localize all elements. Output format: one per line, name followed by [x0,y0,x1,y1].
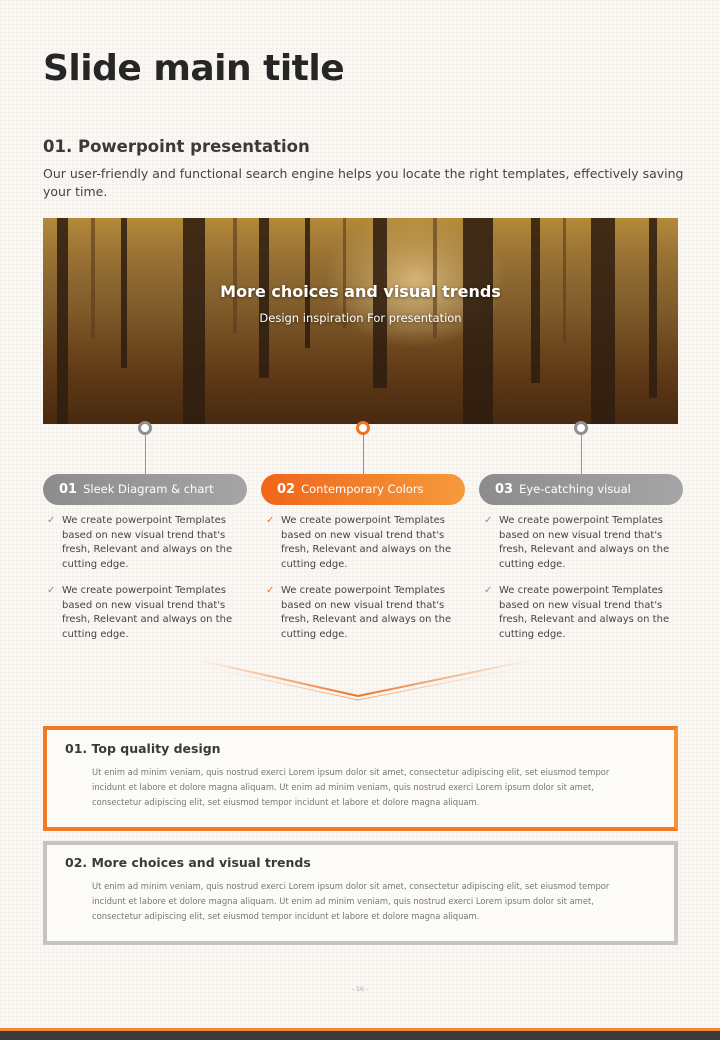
feature-label: Sleek Diagram & chart [83,482,214,496]
checkmark-icon: ✓ [47,585,56,596]
feature-number: 02 [277,482,296,497]
feature-column-3 [481,514,673,654]
box-text: Ut enim ad minim veniam, quis nostrud exerci Lorem ipsum dolor sit amet, consectetur adipiscing elit, set eiusmod tempor incidunt et labore et dolore magna aliquam. Ut enim ad minim veniam, quis nostrud exerci Lorem ipsum dolor sit amet, consectetur adipiscing elit, set eiusmod tempor incidunt et labore et dolore magna aliquam. [92,881,610,921]
hero-banner [43,218,678,424]
feature-pill-2 [261,474,465,505]
list-item: ✓ We create powerpoint Templates based on new visual trend that's fresh, Relevant and always on the cutting edge. [484,515,670,570]
feature-number: 03 [495,482,514,497]
intro-heading: 01. Powerpoint presentation [43,137,310,156]
page-number: - 16 - [352,986,368,993]
list-item: ✓ We create powerpoint Templates based on new visual trend that's fresh, Relevant and always on the cutting edge. [47,515,233,570]
checkmark-icon: ✓ [266,585,275,596]
connector-line-1 [145,432,146,474]
box-title: 01. Top quality design [65,741,221,756]
hero-title: More choices and visual trends [220,282,501,301]
list-item: ✓ We create powerpoint Templates based on new visual trend that's fresh, Relevant and always on the cutting edge. [484,585,670,640]
checkmark-icon: ✓ [47,515,56,526]
box-text: Ut enim ad minim veniam, quis nostrud exerci Lorem ipsum dolor sit amet, consectetur adipiscing elit, set eiusmod tempor incidunt et labore et dolore magna aliquam. Ut enim ad minim veniam, quis nostrud exerci Lorem ipsum dolor sit amet, consectetur adipiscing elit, set eiusmod tempor incidunt et labore et dolore magna aliquam. [92,767,610,807]
feature-number: 01 [59,482,78,497]
info-box-1 [43,726,678,831]
list-item: ✓ We create powerpoint Templates based on new visual trend that's fresh, Relevant and always on the cutting edge. [266,515,452,570]
pin-icon [138,421,152,435]
chevron-down-icon [190,652,540,704]
list-item: ✓ We create powerpoint Templates based on new visual trend that's fresh, Relevant and always on the cutting edge. [47,585,233,640]
connector-line-3 [581,432,582,474]
checkmark-icon: ✓ [266,515,275,526]
connector-line-2 [363,432,364,474]
checkmark-icon: ✓ [484,515,493,526]
feature-label: Contemporary Colors [301,482,424,496]
hero-subtitle: Design inspiration For presentation [259,311,462,325]
feature-column-2 [263,514,455,654]
feature-pill-1 [43,474,247,505]
feature-pill-3 [479,474,683,505]
feature-label: Eye-catching visual [519,482,631,496]
pin-icon [356,421,370,435]
info-box-2 [43,841,678,945]
intro-text: Our user-friendly and functional search engine helps you locate the right templates, effectively saving your time. [43,166,684,199]
box-title: 02. More choices and visual trends [65,855,311,870]
feature-column-1 [44,514,236,654]
checkmark-icon: ✓ [484,585,493,596]
slide-title: Slide main title [43,48,345,89]
pin-icon [574,421,588,435]
footer-bar [0,1031,720,1040]
list-item: ✓ We create powerpoint Templates based on new visual trend that's fresh, Relevant and always on the cutting edge. [266,585,452,640]
